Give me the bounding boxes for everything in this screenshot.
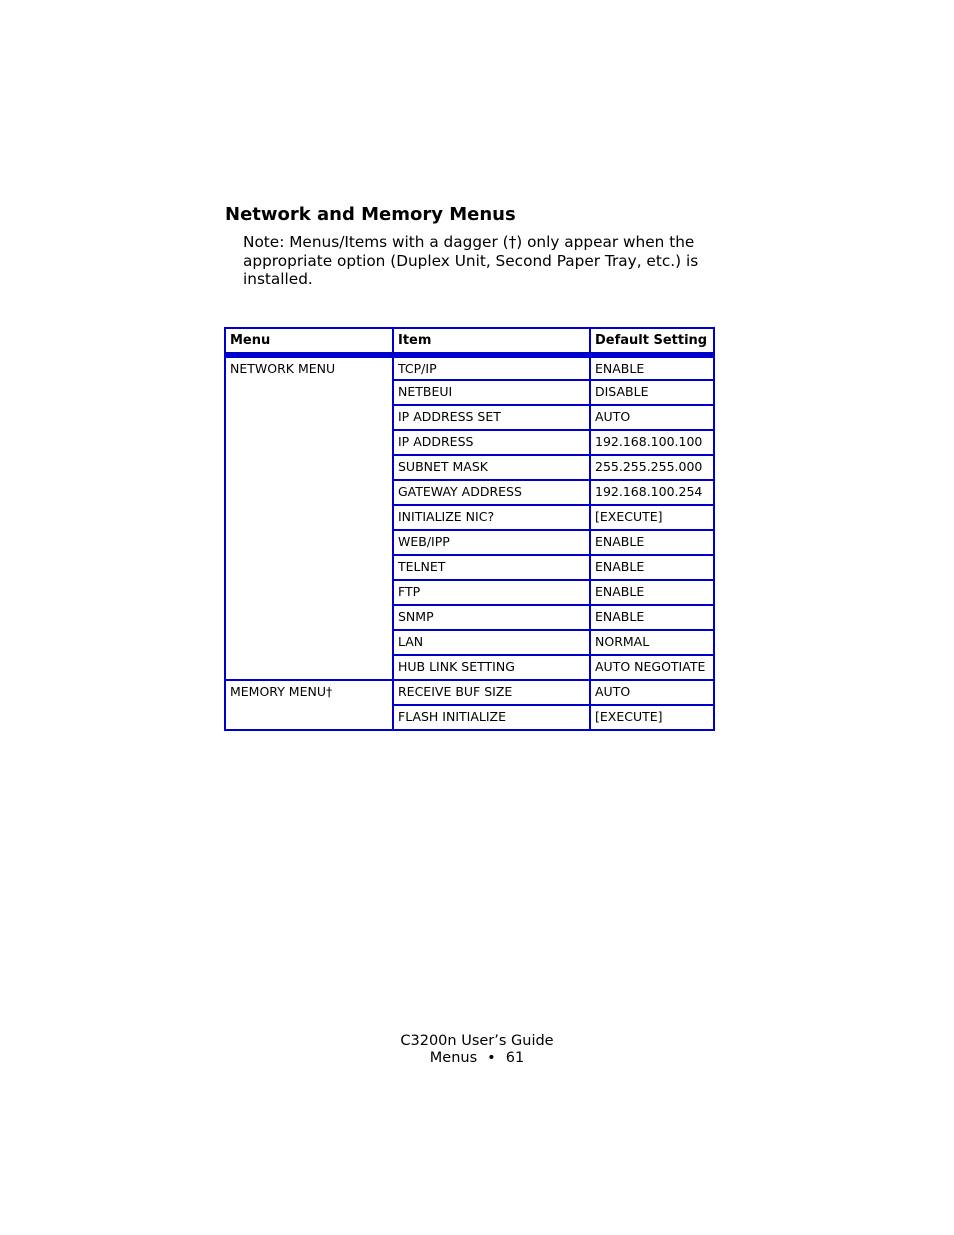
- default-setting-cell: ENABLE: [590, 355, 714, 380]
- note-line: installed.: [243, 270, 313, 288]
- default-setting-cell: 255.255.255.000: [590, 455, 714, 480]
- table-body: [225, 355, 714, 730]
- item-cell: GATEWAY ADDRESS: [393, 480, 590, 505]
- default-setting-cell: [EXECUTE]: [590, 505, 714, 530]
- default-setting-cell: AUTO: [590, 405, 714, 430]
- item-cell: FLASH INITIALIZE: [393, 705, 590, 730]
- footer-section: Menus: [429, 1050, 478, 1066]
- default-setting-cell: NORMAL: [590, 630, 714, 655]
- item-cell: LAN: [393, 630, 590, 655]
- column-header-default-setting: Default Setting: [590, 328, 714, 355]
- item-cell: NETBEUI: [393, 380, 590, 405]
- note-line: Note: Menus/Items with a dagger (†) only appear when the: [243, 233, 695, 251]
- footer-separator: •: [487, 1050, 496, 1066]
- table-header-row: [225, 328, 714, 355]
- table-row: [225, 680, 714, 705]
- item-cell: WEB/IPP: [393, 530, 590, 555]
- default-setting-cell: ENABLE: [590, 530, 714, 555]
- default-setting-cell: 192.168.100.254: [590, 480, 714, 505]
- item-cell: INITIALIZE NIC?: [393, 505, 590, 530]
- note-paragraph: [243, 233, 733, 289]
- item-cell: SUBNET MASK: [393, 455, 590, 480]
- default-setting-cell: AUTO: [590, 680, 714, 705]
- default-setting-cell: ENABLE: [590, 555, 714, 580]
- menu-settings-table: [224, 327, 715, 731]
- menu-name-cell: NETWORK MENU: [225, 355, 393, 680]
- item-cell: TCP/IP: [393, 355, 590, 380]
- section-heading: Network and Memory Menus: [225, 204, 516, 225]
- menu-name-cell: MEMORY MENU†: [225, 680, 393, 730]
- default-setting-cell: ENABLE: [590, 580, 714, 605]
- item-cell: TELNET: [393, 555, 590, 580]
- default-setting-cell: ENABLE: [590, 605, 714, 630]
- table-row: [225, 355, 714, 380]
- default-setting-cell: 192.168.100.100: [590, 430, 714, 455]
- column-header-item: Item: [393, 328, 590, 355]
- item-cell: FTP: [393, 580, 590, 605]
- item-cell: SNMP: [393, 605, 590, 630]
- default-setting-cell: DISABLE: [590, 380, 714, 405]
- item-cell: IP ADDRESS SET: [393, 405, 590, 430]
- column-header-menu: Menu: [225, 328, 393, 355]
- footer-guide-title: C3200n User’s Guide: [400, 1033, 554, 1049]
- note-line: appropriate option (Duplex Unit, Second Paper Tray, etc.) is: [243, 251, 699, 270]
- default-setting-cell: AUTO NEGOTIATE: [590, 655, 714, 680]
- item-cell: RECEIVE BUF SIZE: [393, 680, 590, 705]
- item-cell: IP ADDRESS: [393, 430, 590, 455]
- footer-page-number: 61: [505, 1050, 525, 1066]
- footer-page-info: [0, 1050, 954, 1068]
- default-setting-cell: [EXECUTE]: [590, 705, 714, 730]
- item-cell: HUB LINK SETTING: [393, 655, 590, 680]
